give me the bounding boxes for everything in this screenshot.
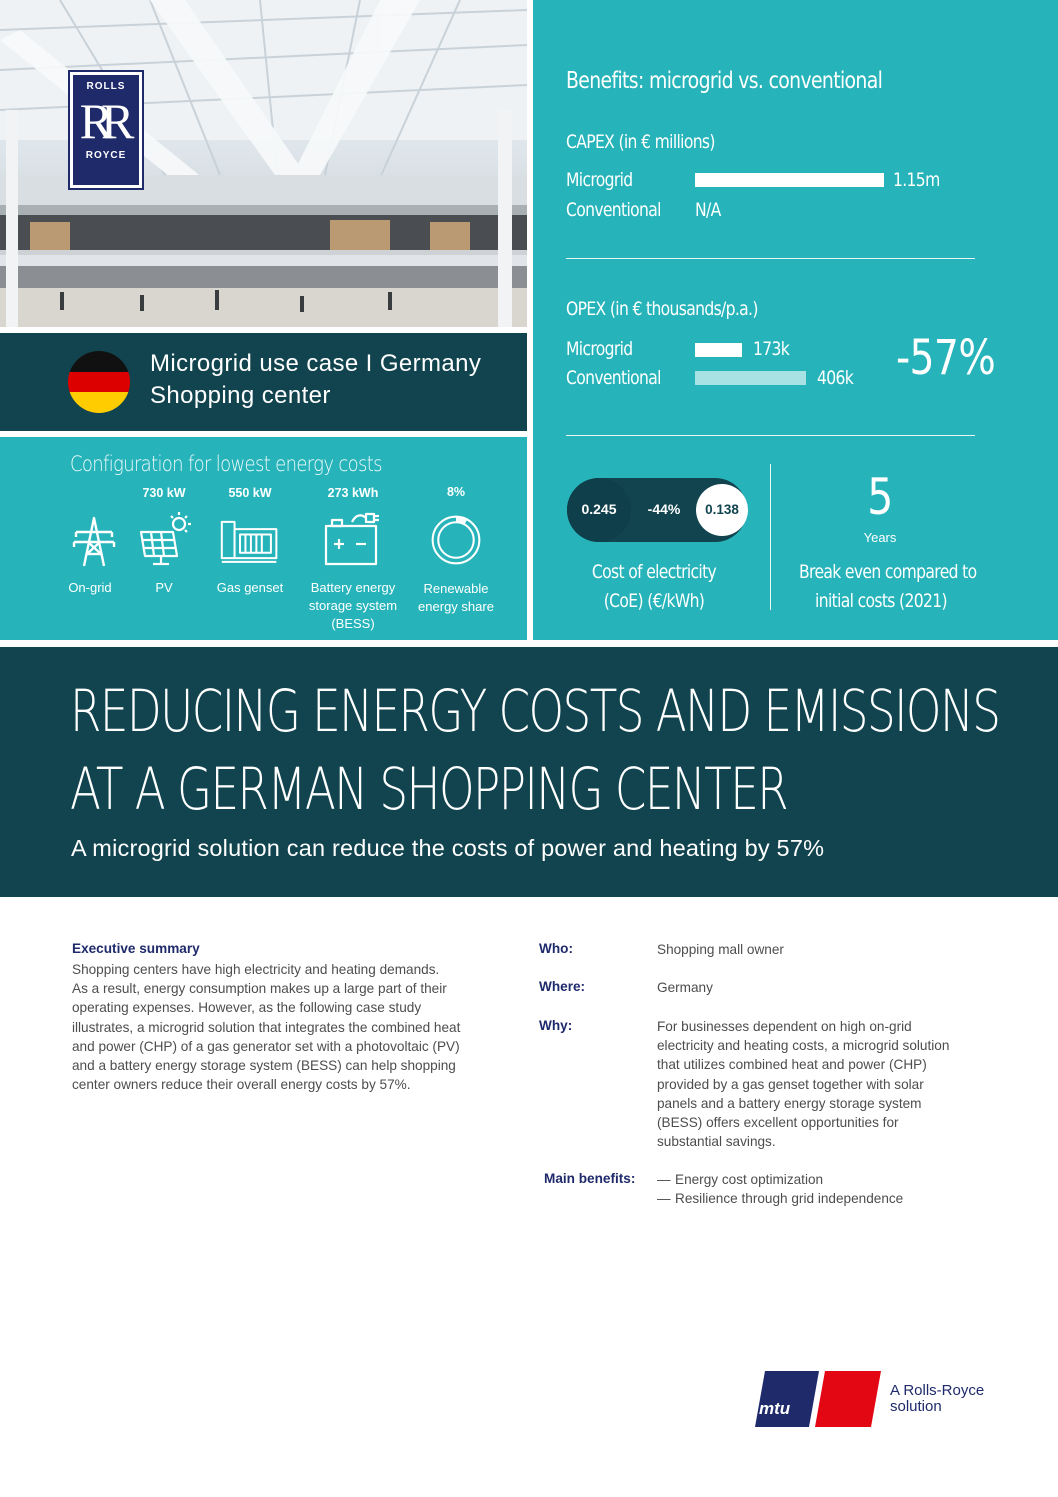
opex-title: OPEX (in € thousands/p.a.) [566,298,758,320]
coe-label-line1: Cost of electricity [591,561,717,583]
list-item [657,1189,987,1208]
headline-line1: REDUCING ENERGY COSTS AND EMISSIONS [70,677,1000,745]
renewable-label-line2: energy share [418,599,494,614]
main-benefits-label: Main benefits: [544,1171,636,1186]
capex-microgrid-label: Microgrid [566,169,633,191]
configuration-heading: Configuration for lowest energy costs [70,452,382,476]
benefit-text: Energy cost optimization [675,1172,824,1187]
bullet-dash: — [657,1191,671,1207]
breakeven-value: 5 [867,468,893,526]
summary-line: and power (CHP) of a gas generator set with a photovoltaic (PV) [72,1038,460,1054]
opex-conventional-value: 406k [817,367,854,389]
coe-from-value: 0.245 [581,501,617,517]
pv-capacity: 730 kW [142,486,186,500]
donut-chart-icon [426,512,486,568]
main-benefits-list [657,1170,987,1208]
why-line: panels and a battery energy storage system [657,1095,922,1111]
vertical-divider [770,464,771,610]
battery-icon [322,510,382,566]
capex-conventional-label: Conventional [566,199,661,221]
usecase-title-line2: Shopping center [150,382,331,409]
solar-panel-icon [135,510,195,566]
capex-conventional-value: N/A [695,199,721,221]
bess-label-line1: Battery energy [310,580,396,595]
breakeven-block [790,470,970,545]
divider [566,258,975,259]
breakeven-unit: Years [863,530,897,545]
benefit-text: Resilience through grid independence [675,1191,904,1207]
mtu-tagline [890,1383,984,1415]
battery-capacity: 273 kWh [327,486,379,500]
headline-line2: AT A GERMAN SHOPPING CENTER [70,755,788,823]
opex-microgrid-label: Microgrid [566,338,633,360]
opex-reduction: -57% [896,330,996,386]
breakeven-label-line2: initial costs (2021) [815,590,947,612]
opex-conventional-bar [695,371,806,385]
subheadline: A microgrid solution can reduce the costs of power and heating by 57% [71,835,825,861]
rolls-royce-logo [70,72,142,188]
bullet-dash: — [657,1172,671,1187]
config-label-pv: PV [155,580,173,595]
executive-summary-body [72,960,504,1094]
mtu-logo-red-shape [815,1371,881,1427]
renewable-label-line1: Renewable [423,581,489,596]
capex-title: CAPEX (in € millions) [566,131,715,153]
bess-label-line2: storage system [308,598,398,613]
capex-microgrid-bar [695,173,884,187]
logo-bottom-word: ROYCE [85,150,127,161]
opex-microgrid-bar [695,343,742,357]
summary-line: Shopping centers have high electricity and heating demands. [72,962,440,977]
germany-flag-icon [68,351,130,413]
mtu-wordmark: mtu [759,1399,791,1418]
summary-line: illustrates, a microgrid solution that integrates the combined heat [72,1019,461,1035]
summary-line: and a battery energy storage system (BESS) can help shopping [72,1058,456,1074]
summary-line: operating expenses. However, as the following case study [72,1000,422,1016]
logo-top-word: ROLLS [86,81,126,92]
where-value: Germany [657,980,713,995]
where-label: Where: [539,979,586,994]
coe-label-line2: (CoE) (€/kWh) [603,590,705,612]
tagline-line1: A Rolls-Royce [890,1382,985,1399]
why-line: For businesses dependent on high on-grid [657,1019,912,1034]
usecase-title-line1: Microgrid use case I Germany [150,350,482,377]
config-label-genset: Gas genset [216,580,284,595]
coe-change: -44% [647,501,681,517]
breakeven-label [781,558,981,616]
executive-summary-title: Executive summary [72,941,200,956]
coe-label [566,558,742,616]
usecase-title [150,348,481,412]
why-line: substantial savings. [657,1134,776,1150]
benefits-title: Benefits: microgrid vs. conventional [566,68,883,94]
why-line: provided by a gas genset together with solar [657,1076,924,1092]
tagline-line2: solution [890,1398,942,1415]
why-value [657,1017,987,1151]
who-label: Who: [539,941,573,956]
config-label-renewable [400,580,512,616]
why-line: that utilizes combined heat and power (CHP) [657,1057,927,1073]
summary-line: center owners reduce their overall energy costs by 57%. [72,1077,411,1093]
genset-capacity: 550 kW [228,486,272,500]
list-item [657,1170,987,1189]
power-pylon-icon [64,512,124,568]
breakeven-label-line1: Break even compared to [799,561,977,583]
summary-line: As a result, energy consumption makes up a large part of their [72,981,447,997]
why-line: (BESS) offers excellent opportunities for [657,1115,899,1131]
config-label-on-grid: On-grid [68,580,112,595]
renewable-share-value: 8% [446,485,466,499]
coe-to-value: 0.138 [705,502,739,517]
mtu-logo [753,1371,883,1427]
generator-icon [220,512,280,568]
why-label: Why: [539,1018,573,1033]
who-value: Shopping mall owner [657,942,784,957]
logo-monogram: RR [79,93,123,149]
headline [70,672,999,828]
config-label-bess [296,579,410,633]
capex-microgrid-value: 1.15m [893,169,940,191]
why-line: electricity and heating costs, a microgrid solution [657,1038,950,1054]
divider [566,435,975,436]
bess-label-line3: (BESS) [331,616,375,631]
opex-conventional-label: Conventional [566,367,661,389]
opex-microgrid-value: 173k [753,338,790,360]
